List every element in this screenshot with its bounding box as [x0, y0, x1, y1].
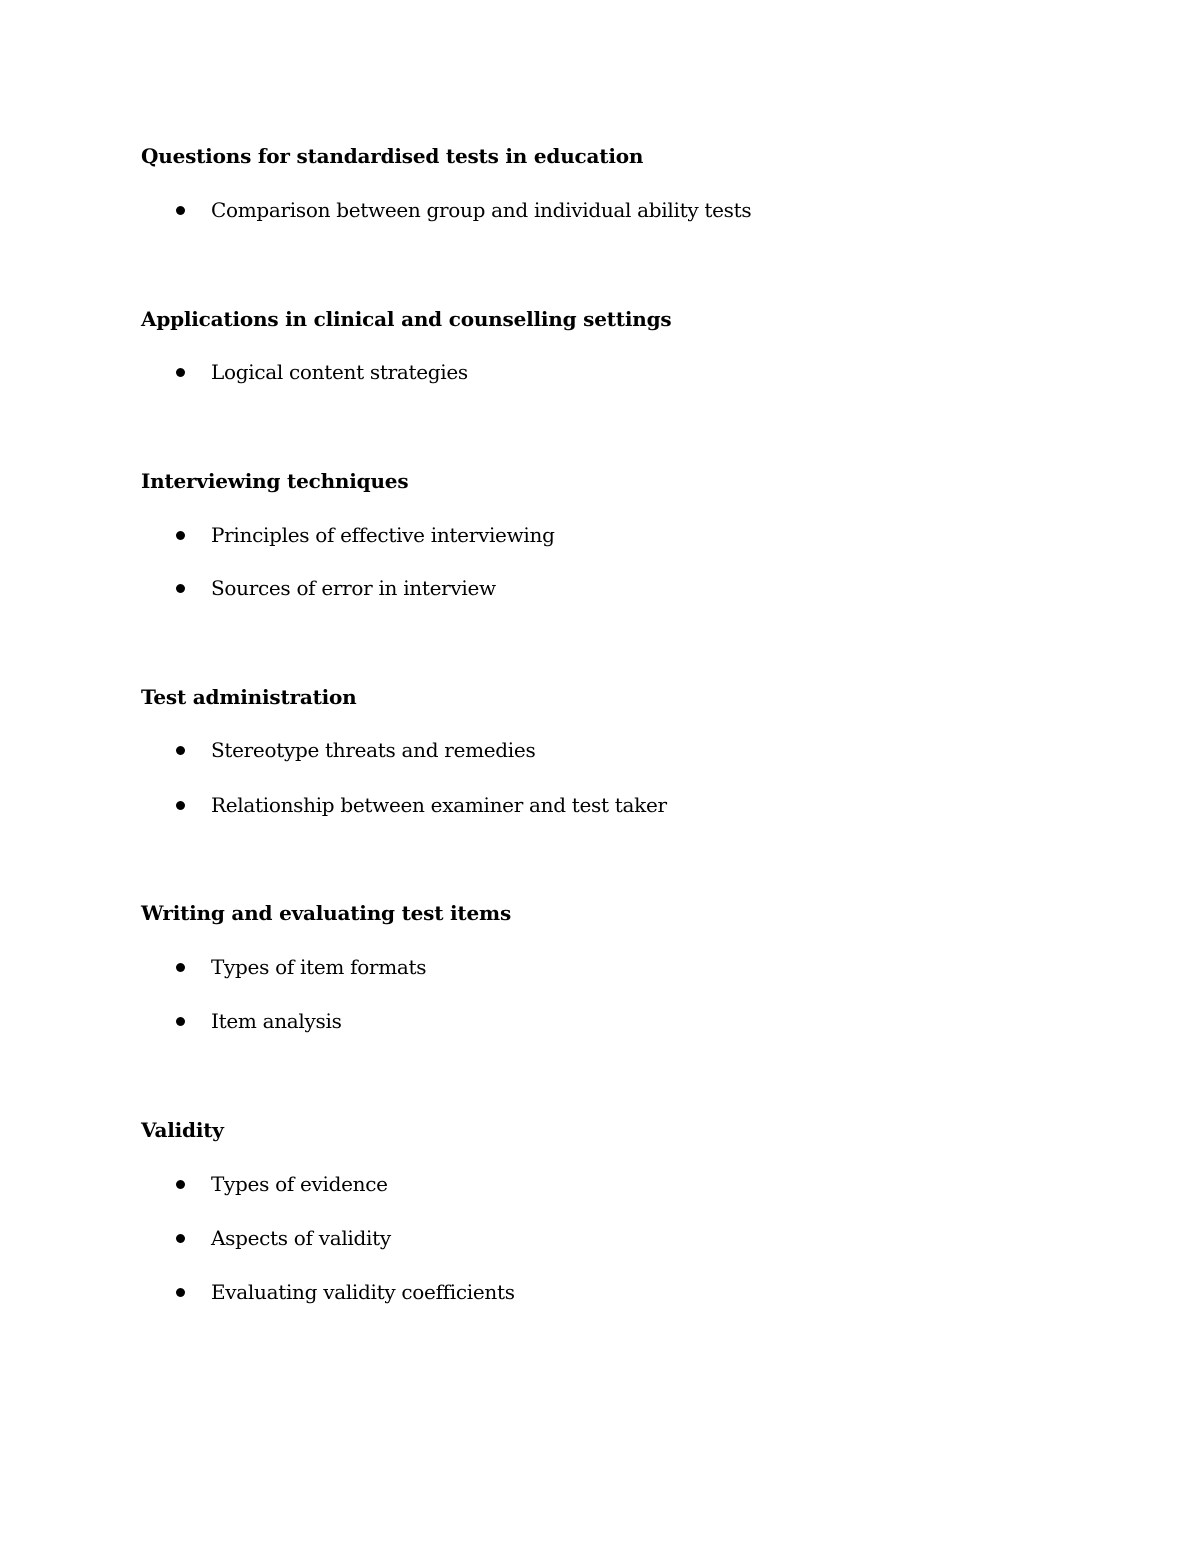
list-item: Types of evidence — [211, 1172, 388, 1196]
list-item: Evaluating validity coefficients — [211, 1280, 515, 1304]
bullet-icon — [176, 1234, 185, 1243]
bullet-icon — [176, 584, 185, 593]
section-heading: Questions for standardised tests in education — [141, 144, 644, 168]
list-item: Stereotype threats and remedies — [211, 738, 536, 762]
bullet-icon — [176, 531, 185, 540]
section-heading: Validity — [141, 1118, 224, 1142]
bullet-icon — [176, 746, 185, 755]
list-item: Item analysis — [211, 1009, 342, 1033]
section-heading: Writing and evaluating test items — [141, 901, 512, 925]
section-heading: Interviewing techniques — [141, 469, 409, 493]
section-heading: Test administration — [141, 685, 357, 709]
bullet-icon — [176, 1180, 185, 1189]
section-heading: Applications in clinical and counselling settings — [141, 307, 672, 331]
bullet-icon — [176, 1017, 185, 1026]
list-item: Principles of effective interviewing — [211, 523, 555, 547]
bullet-icon — [176, 1288, 185, 1297]
bullet-icon — [176, 368, 185, 377]
list-item: Comparison between group and individual ability tests — [211, 198, 752, 222]
list-item: Logical content strategies — [211, 360, 468, 384]
bullet-icon — [176, 206, 185, 215]
list-item: Types of item formats — [211, 955, 427, 979]
bullet-icon — [176, 963, 185, 972]
bullet-icon — [176, 801, 185, 810]
list-item: Aspects of validity — [211, 1226, 391, 1250]
list-item: Sources of error in interview — [211, 576, 496, 600]
list-item: Relationship between examiner and test taker — [211, 793, 667, 817]
